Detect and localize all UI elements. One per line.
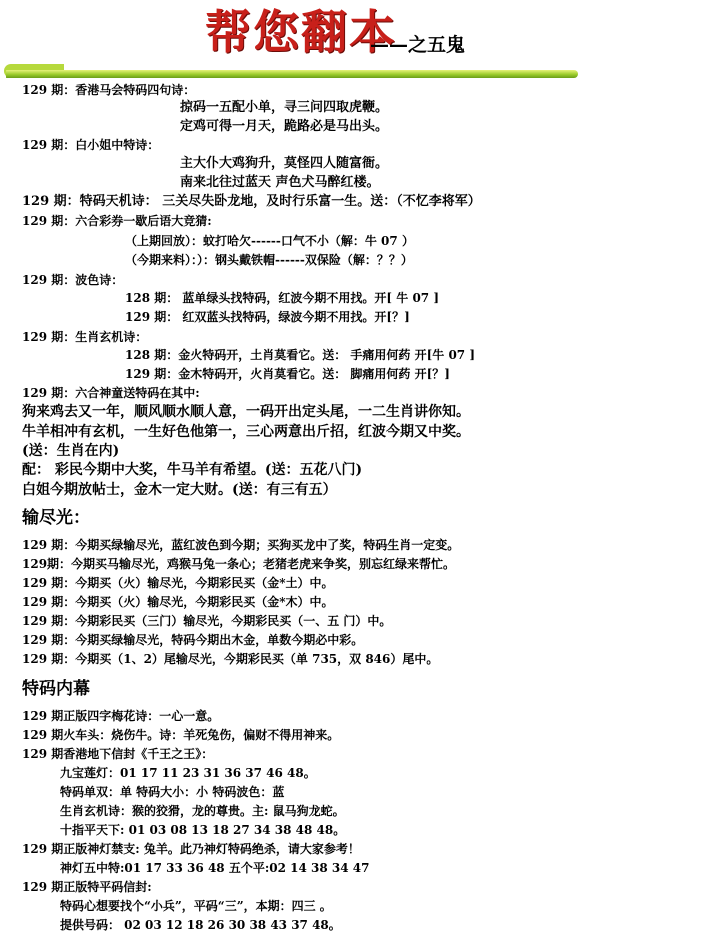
text-line: 牛羊相冲有玄机，一生好色他第一，三心两意出斤招，红波今期又中奖。 xyxy=(22,424,470,440)
text-line: 129 期：生肖玄机诗： xyxy=(22,330,148,344)
text-line: 主大仆大鸡狗升，莫怪四人随富衙。 xyxy=(180,156,389,171)
text-line: 129 期：今期买（1、2）尾输尽光，今期彩民买（单 735，双 846）尾中。 xyxy=(22,652,439,666)
text-line: 129 期：今期彩民买（三门）输尽光，今期彩民买（一、五 门）中。 xyxy=(22,614,392,628)
text-line: 129 期正版四字梅花诗：一心一意。 xyxy=(22,709,220,723)
text-line: 白姐今期放帖士，金木一定大财。(送：有三有五） xyxy=(22,482,337,498)
text-line: 129 期：白小姐中特诗： xyxy=(22,138,160,152)
text-line: 129 期正版特平码信封: xyxy=(22,880,152,894)
text-line: 神灯五中特:01 17 33 36 48 五个平:02 14 38 34 47 xyxy=(60,861,370,875)
page-title: 帮您翻本 xyxy=(205,5,397,59)
text-line: (送：生肖在内) xyxy=(22,443,120,459)
text-line: 129 期：香港马会特码四句诗： xyxy=(22,83,196,97)
text-line: 129 期：六合彩券一歇后语大竞猜: xyxy=(22,214,212,228)
text-line: 定鸡可得一月天，跪路必是马出头。 xyxy=(180,119,389,134)
text-line: 128 期： 蓝单绿头找特码，红波今期不用找。开[ 牛 07 ] xyxy=(125,291,439,305)
section-heading: 特码内幕 xyxy=(22,679,90,699)
text-line: 129 期：今期买绿输尽光，特码今期出木金，单数今期必中彩。 xyxy=(22,633,364,647)
text-line: 十指平天下: 01 03 08 13 18 27 34 38 48 48。 xyxy=(60,823,346,837)
header-bar xyxy=(6,70,578,78)
text-line: 129 期香港地下信封《千王之王》： xyxy=(22,747,214,761)
page-subtitle: ——之五鬼 xyxy=(370,34,466,56)
text-line: 129 期：今期买（火）输尽光，今期彩民买（金*土）中。 xyxy=(22,576,334,590)
text-line: 129期：今期买马输尽光，鸡猴马兔一条心；老猪老虎来争奖，别忘红绿来帮忙。 xyxy=(22,557,456,571)
text-line: 129 期： 红双蓝头找特码，绿波今期不用找。开[？] xyxy=(125,310,410,324)
text-line: 九宝莲灯：01 17 11 23 31 36 37 46 48。 xyxy=(60,766,316,780)
text-line: 掠码一五配小单，寻三问四取虎鞭。 xyxy=(180,100,389,115)
text-line: 129 期：波色诗： xyxy=(22,273,124,287)
text-line: 狗来鸡去又一年，顺风顺水顺人意，一码开出定头尾，一二生肖讲你知。 xyxy=(22,404,470,420)
text-line: （上期回放）：蚊打哈欠------口气不小（解：牛 07 ） xyxy=(125,234,414,248)
text-line: 129 期：特码天机诗： 三关尽失卧龙地，及时行乐富一生。送：（不忆李将军） xyxy=(22,194,481,209)
text-line: 129 期火车头：烧伤牛。诗：羊死兔伤，偏财不得用神来。 xyxy=(22,728,340,742)
text-line: 特码单双：单 特码大小：小 特码波色：蓝 xyxy=(60,785,285,799)
text-line: 129 期：六合神童送特码在其中: xyxy=(22,386,200,400)
text-line: 特码心想要找个“小兵”，平码“三”，本期：四三 。 xyxy=(60,899,332,913)
text-line: （今期来料）：）：钢头戴铁帽------双保险（解：？？） xyxy=(125,253,413,267)
section-heading: 输尽光： xyxy=(22,508,90,528)
text-line: 128 期：金火特码开，土肖莫看它。送： 手痛用何药 开[牛 07 ] xyxy=(125,348,475,362)
page-header xyxy=(0,0,720,82)
text-line: 129 期：今期买（火）输尽光，今期彩民买（金*木）中。 xyxy=(22,595,334,609)
text-line: 129 期：今期买绿输尽光，蓝红波色到今期；买狗买龙中了奖，特码生肖一定变。 xyxy=(22,538,460,552)
text-line: 129 期正版神灯禁支: 兔羊。此乃神灯特码绝杀，请大家参考！ xyxy=(22,842,360,856)
text-line: 配： 彩民今期中大奖，牛马羊有希望。(送：五花八门) xyxy=(22,462,363,478)
text-line: 提供号码： 02 03 12 18 26 30 38 43 37 48。 xyxy=(60,918,341,932)
text-line: 生肖玄机诗：猴的狡猾，龙的尊贵。主: 鼠马狗龙蛇。 xyxy=(60,804,345,818)
text-line: 129 期：金木特码开，火肖莫看它。送： 脚痛用何药 开[？] xyxy=(125,367,450,381)
text-line: 南来北往过蓝天 声色犬马醉红楼。 xyxy=(180,175,380,190)
